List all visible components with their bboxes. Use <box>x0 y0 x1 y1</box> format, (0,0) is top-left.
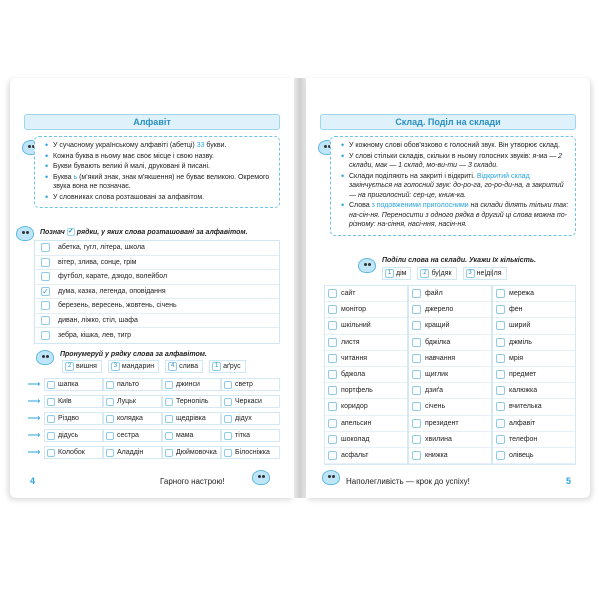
word-text: апельсин <box>341 419 372 427</box>
syllable-count-box[interactable] <box>328 419 337 428</box>
number-input-box[interactable] <box>165 432 173 440</box>
syllable-example <box>382 267 513 280</box>
word-text: файл <box>425 290 443 298</box>
syllable-count-box[interactable] <box>328 402 337 411</box>
word-text: Різдво <box>58 415 79 422</box>
word-text: мама <box>176 432 194 439</box>
word-text: читання <box>341 354 368 362</box>
task-instruction: Пронумеруй у рядку слова за алфавітом. <box>60 351 207 358</box>
word-text: колядка <box>117 415 143 422</box>
word-text: олівець <box>509 451 534 459</box>
word-text: мережа <box>509 290 534 298</box>
word-text: телефон <box>509 435 538 443</box>
word-cell <box>103 412 162 425</box>
footer-text: Наполегливість — крок до успіху! <box>346 477 470 486</box>
word-row <box>24 376 280 393</box>
word-row <box>24 427 280 444</box>
word-text: Колобок <box>58 449 85 456</box>
word-row <box>493 432 575 448</box>
rule-text: У кожному слові обов'язково є голосний звук. Він утворює склад. <box>349 142 560 149</box>
list-item-text: вітер, злива, сонце, грім <box>58 258 137 266</box>
list-item <box>35 241 279 256</box>
example-item <box>108 360 159 373</box>
word-column <box>492 285 576 465</box>
word-text: Луцьк <box>117 398 136 405</box>
rule-item <box>53 141 273 151</box>
number-input-box[interactable] <box>165 398 173 406</box>
word-cell <box>162 446 221 459</box>
word-text: асфальт <box>341 451 369 459</box>
number-input-box[interactable] <box>47 432 55 440</box>
checkbox[interactable] <box>41 301 50 310</box>
number-input-box[interactable] <box>165 415 173 423</box>
arrow-right-icon: ⟶ <box>27 413 41 423</box>
word-row <box>493 318 575 334</box>
number-box: 3 <box>111 362 120 371</box>
word-text: бджілка <box>425 338 451 346</box>
word-text: шкільний <box>341 322 371 330</box>
syllable-count-box[interactable] <box>328 305 337 314</box>
word-text: джинси <box>176 381 200 388</box>
number-input-box[interactable] <box>165 449 173 457</box>
number-box: 2 <box>65 362 74 371</box>
syllable-count-box[interactable] <box>328 386 337 395</box>
rule-item <box>349 172 569 201</box>
example-item <box>463 267 507 280</box>
syllable-count-box[interactable] <box>496 435 505 444</box>
rule-highlight: з подовженими приголосними <box>371 202 469 209</box>
word-text: дзиґа <box>425 387 443 395</box>
word-cell <box>103 429 162 442</box>
word-row <box>325 302 407 318</box>
example-word: слива <box>179 363 199 370</box>
word-cell <box>44 429 103 442</box>
word-row <box>409 286 491 302</box>
word-row <box>409 318 491 334</box>
page-title: Склад. Поділ на склади <box>320 114 576 130</box>
syllable-count-box[interactable] <box>496 419 505 428</box>
word-text: портфель <box>341 387 373 395</box>
rule-text: У слові стільки складів, скільки в ньому голосних звуків: <box>349 152 533 160</box>
word-row <box>493 351 575 367</box>
word-text: дідух <box>235 415 252 422</box>
word-text: Білосніжка <box>235 449 270 456</box>
word-row <box>325 432 407 448</box>
word-cell <box>103 446 162 459</box>
word-row <box>493 286 575 302</box>
example-word: дім <box>396 270 407 277</box>
word-text: калюжка <box>509 387 538 395</box>
checkbox[interactable] <box>41 243 50 252</box>
example-word: мандарин <box>121 363 155 370</box>
rule-item <box>53 162 273 172</box>
word-row <box>325 335 407 351</box>
word-cell <box>221 446 280 459</box>
word-row <box>24 393 280 410</box>
mascot-icon <box>14 224 36 242</box>
list-item <box>35 299 279 314</box>
rule-item <box>349 201 569 230</box>
book-spine <box>294 78 306 498</box>
word-text: Аладдін <box>117 449 144 456</box>
rule-item <box>53 193 273 203</box>
syllable-count-box[interactable] <box>412 354 421 363</box>
checkbox[interactable] <box>41 331 50 340</box>
example-item <box>209 360 246 373</box>
number-input-box[interactable] <box>47 381 55 389</box>
word-row <box>409 448 491 464</box>
syllable-count-box[interactable] <box>496 386 505 395</box>
word-text: листя <box>341 338 360 346</box>
number-input-box[interactable] <box>106 415 114 423</box>
word-cell <box>103 395 162 408</box>
list-item-text: березень, вересень, жовтень, січень <box>58 302 177 310</box>
word-text: щиглик <box>425 371 449 379</box>
alphabet-check-list <box>34 240 280 344</box>
list-item <box>35 328 279 343</box>
number-input-box[interactable] <box>224 432 232 440</box>
open-workbook <box>10 78 590 498</box>
word-text: Київ <box>58 398 72 405</box>
word-text: вчителька <box>509 403 542 411</box>
word-column <box>408 285 492 465</box>
word-text: джміль <box>509 338 532 346</box>
word-text: тітка <box>235 432 251 439</box>
word-text: Тернопіль <box>176 398 209 405</box>
syllable-grid <box>324 285 576 465</box>
rule-highlight: Відкритий склад <box>476 172 530 180</box>
word-text: фен <box>509 306 523 314</box>
numbering-grid <box>24 376 280 461</box>
syllable-count-box[interactable] <box>328 321 337 330</box>
word-text: навчання <box>425 354 456 362</box>
list-item <box>35 256 279 271</box>
word-text: мрія <box>509 354 524 362</box>
word-text: книжка <box>425 451 448 459</box>
word-cell <box>221 395 280 408</box>
syllable-count-box[interactable] <box>496 370 505 379</box>
rule-item <box>349 141 569 151</box>
syllable-count-box[interactable] <box>412 370 421 379</box>
word-text: щедрівка <box>176 415 206 422</box>
example-item <box>165 360 203 373</box>
syllable-count-box[interactable] <box>412 338 421 347</box>
word-cell <box>221 429 280 442</box>
rules-box <box>330 136 576 236</box>
word-row <box>409 399 491 415</box>
rule-text: на склади ділять тільки так: на-сін-ня. Переносити з одного рядка в другий ці слова можна по-різному: на-сіння, насі-ння, насін-ня. <box>349 202 569 228</box>
word-cell <box>162 429 221 442</box>
syllable-count-box[interactable] <box>412 402 421 411</box>
rule-text: У сучасному українському алфавіті (абетці) <box>53 142 197 149</box>
number-input-box[interactable] <box>224 415 232 423</box>
word-cell <box>162 378 221 391</box>
word-text: светр <box>235 381 253 388</box>
task-instruction: Поділи слова на склади. Укажи їх кількість. <box>382 257 536 264</box>
rule-text: Буква <box>53 173 74 181</box>
word-text: шоколад <box>341 435 370 443</box>
word-text: дідусь <box>58 432 79 439</box>
word-text: монітор <box>341 306 367 314</box>
example-item <box>62 360 102 373</box>
number-input-box[interactable] <box>47 415 55 423</box>
word-text: джерело <box>425 306 454 314</box>
number-input-box[interactable] <box>106 449 114 457</box>
word-cell <box>44 412 103 425</box>
example-word: бу|дяк <box>431 270 452 277</box>
number-box: 3 <box>466 269 475 278</box>
syllable-count-box[interactable] <box>328 435 337 444</box>
word-text: січень <box>425 403 446 411</box>
word-row <box>493 367 575 383</box>
word-cell <box>103 378 162 391</box>
syllable-count-box[interactable] <box>328 370 337 379</box>
example-word: вишня <box>76 363 97 370</box>
list-item-text: диван, ліжко, стіл, шафа <box>58 316 138 324</box>
syllable-count-box[interactable] <box>412 289 421 298</box>
left-page <box>10 78 294 498</box>
syllable-count-box[interactable] <box>412 451 421 460</box>
word-row <box>493 335 575 351</box>
word-text: ширий <box>509 322 531 330</box>
rule-item <box>53 173 273 192</box>
arrow-right-icon: ⟶ <box>27 379 41 389</box>
word-row <box>325 367 407 383</box>
numbering-example <box>62 360 252 373</box>
word-row <box>493 302 575 318</box>
syllable-count-box[interactable] <box>496 289 505 298</box>
number-box: 4 <box>168 362 177 371</box>
word-row <box>325 416 407 432</box>
syllable-count-box[interactable] <box>412 305 421 314</box>
number-input-box[interactable] <box>106 398 114 406</box>
word-cell <box>162 412 221 425</box>
number-input-box[interactable] <box>224 381 232 389</box>
mascot-icon <box>250 468 272 486</box>
word-text: кращий <box>425 322 450 330</box>
footer-text: Гарного настрою! <box>160 477 225 486</box>
right-page <box>306 78 590 498</box>
syllable-count-box[interactable] <box>496 321 505 330</box>
number-input-box[interactable] <box>165 381 173 389</box>
word-text: Черкаси <box>235 398 262 405</box>
number-input-box[interactable] <box>106 432 114 440</box>
rules-box <box>34 136 280 208</box>
word-row <box>409 367 491 383</box>
word-row <box>493 399 575 415</box>
word-row <box>409 416 491 432</box>
word-text: пальто <box>117 381 139 388</box>
word-row <box>409 383 491 399</box>
syllable-count-box[interactable] <box>496 338 505 347</box>
mascot-icon <box>356 256 378 274</box>
list-item <box>35 270 279 285</box>
page-title: Алфавіт <box>24 114 280 130</box>
number-input-box[interactable] <box>106 381 114 389</box>
example-word: аґрус <box>223 363 241 370</box>
word-text: бджола <box>341 371 366 379</box>
rule-text: закінчується на голосний звук: до-ро-га, го-ро-ди-на, а закритий — на приголосний: сер-це, книж-ка. <box>349 182 564 199</box>
syllable-count-box[interactable] <box>412 386 421 395</box>
word-column <box>324 285 408 465</box>
mascot-icon <box>320 468 342 486</box>
word-text: предмет <box>509 371 537 379</box>
word-text: президент <box>425 419 459 427</box>
syllable-count-box[interactable] <box>412 419 421 428</box>
rule-text: У словниках слова розташовані за алфавітом. <box>53 193 205 201</box>
word-row <box>409 335 491 351</box>
word-text: алфавіт <box>509 419 536 427</box>
word-row <box>493 448 575 464</box>
rule-text: Кожна буква в ньому має своє місце і свою назву. <box>53 152 214 160</box>
number-box: 2 <box>420 269 429 278</box>
word-cell <box>221 378 280 391</box>
word-row <box>325 383 407 399</box>
word-row <box>325 318 407 334</box>
word-text: хвилина <box>425 435 452 443</box>
rule-text: Букви бувають великі й малі, друковані й писані. <box>53 163 210 170</box>
word-row <box>409 432 491 448</box>
task-instruction: Познач ✓ рядки, у яких слова розташовані за алфавітом. <box>40 228 248 236</box>
syllable-count-box[interactable] <box>328 289 337 298</box>
word-text: сестра <box>117 432 139 439</box>
list-item <box>35 314 279 329</box>
syllable-count-box[interactable] <box>496 354 505 363</box>
list-item-text: дума, казка, легенда, оповідання <box>58 287 166 295</box>
arrow-right-icon: ⟶ <box>27 430 41 440</box>
rule-text: Слова <box>349 202 372 209</box>
syllable-count-box[interactable] <box>412 321 421 330</box>
syllable-count-box[interactable] <box>412 435 421 444</box>
word-row <box>325 351 407 367</box>
list-item-text: абетка, гугл, літера, школа <box>58 244 145 252</box>
check-icon: ✓ <box>67 228 74 235</box>
word-cell <box>44 395 103 408</box>
syllable-count-box[interactable] <box>328 354 337 363</box>
word-row <box>409 351 491 367</box>
checkbox[interactable] <box>41 316 50 325</box>
rule-text: я-ма — 2 склади, мак — 1 склад, мо-ви-ти — 3 склади. <box>349 152 563 169</box>
word-text: Дюймовочка <box>176 449 217 456</box>
list-item-text: футбол, карате, дзюдо, волейбол <box>58 273 168 281</box>
example-item <box>382 267 411 280</box>
syllable-count-box[interactable] <box>328 451 337 460</box>
mascot-icon <box>34 348 56 366</box>
word-row <box>493 383 575 399</box>
rule-item <box>349 152 569 171</box>
rule-highlight: 33 <box>196 142 205 149</box>
list-item-text: зебра, кішка, лев, тигр <box>58 331 132 339</box>
page-number: 4 <box>30 476 36 486</box>
word-cell <box>44 446 103 459</box>
number-input-box[interactable] <box>47 449 55 457</box>
word-row <box>24 444 280 461</box>
example-item <box>417 267 456 280</box>
checkbox[interactable] <box>41 258 50 267</box>
arrow-right-icon: ⟶ <box>27 447 41 457</box>
arrow-right-icon: ⟶ <box>27 396 41 406</box>
word-text: коридор <box>341 403 368 411</box>
word-cell <box>221 412 280 425</box>
rule-item <box>53 152 273 162</box>
rule-text: Склади поділяють на закриті і відкриті. <box>349 172 477 180</box>
word-cell <box>162 395 221 408</box>
word-row <box>24 410 280 427</box>
syllable-count-box[interactable] <box>496 305 505 314</box>
syllable-count-box[interactable] <box>496 402 505 411</box>
list-item <box>35 285 279 300</box>
word-row <box>325 399 407 415</box>
word-text: шапка <box>58 381 79 388</box>
word-row <box>325 286 407 302</box>
syllable-count-box[interactable] <box>328 338 337 347</box>
example-word: не|ді|ля <box>476 270 502 277</box>
number-box: 1 <box>385 269 394 278</box>
word-cell <box>44 378 103 391</box>
number-input-box[interactable] <box>224 449 232 457</box>
word-row <box>325 448 407 464</box>
number-input-box[interactable] <box>47 398 55 406</box>
checkbox[interactable] <box>41 272 50 281</box>
word-row <box>409 302 491 318</box>
syllable-count-box[interactable] <box>496 451 505 460</box>
page-number: 5 <box>566 476 572 486</box>
rule-text: букви. <box>204 142 227 149</box>
word-text: сайт <box>341 290 356 298</box>
checkbox[interactable]: ✓ <box>42 286 49 296</box>
number-input-box[interactable] <box>224 398 232 406</box>
rule-highlight: ь <box>73 173 78 181</box>
word-row <box>493 416 575 432</box>
rule-text: (м'який знак, знак м'якшення) не буває великою. Окремого звука вона не позначає. <box>53 173 270 190</box>
number-box: 1 <box>212 362 221 371</box>
